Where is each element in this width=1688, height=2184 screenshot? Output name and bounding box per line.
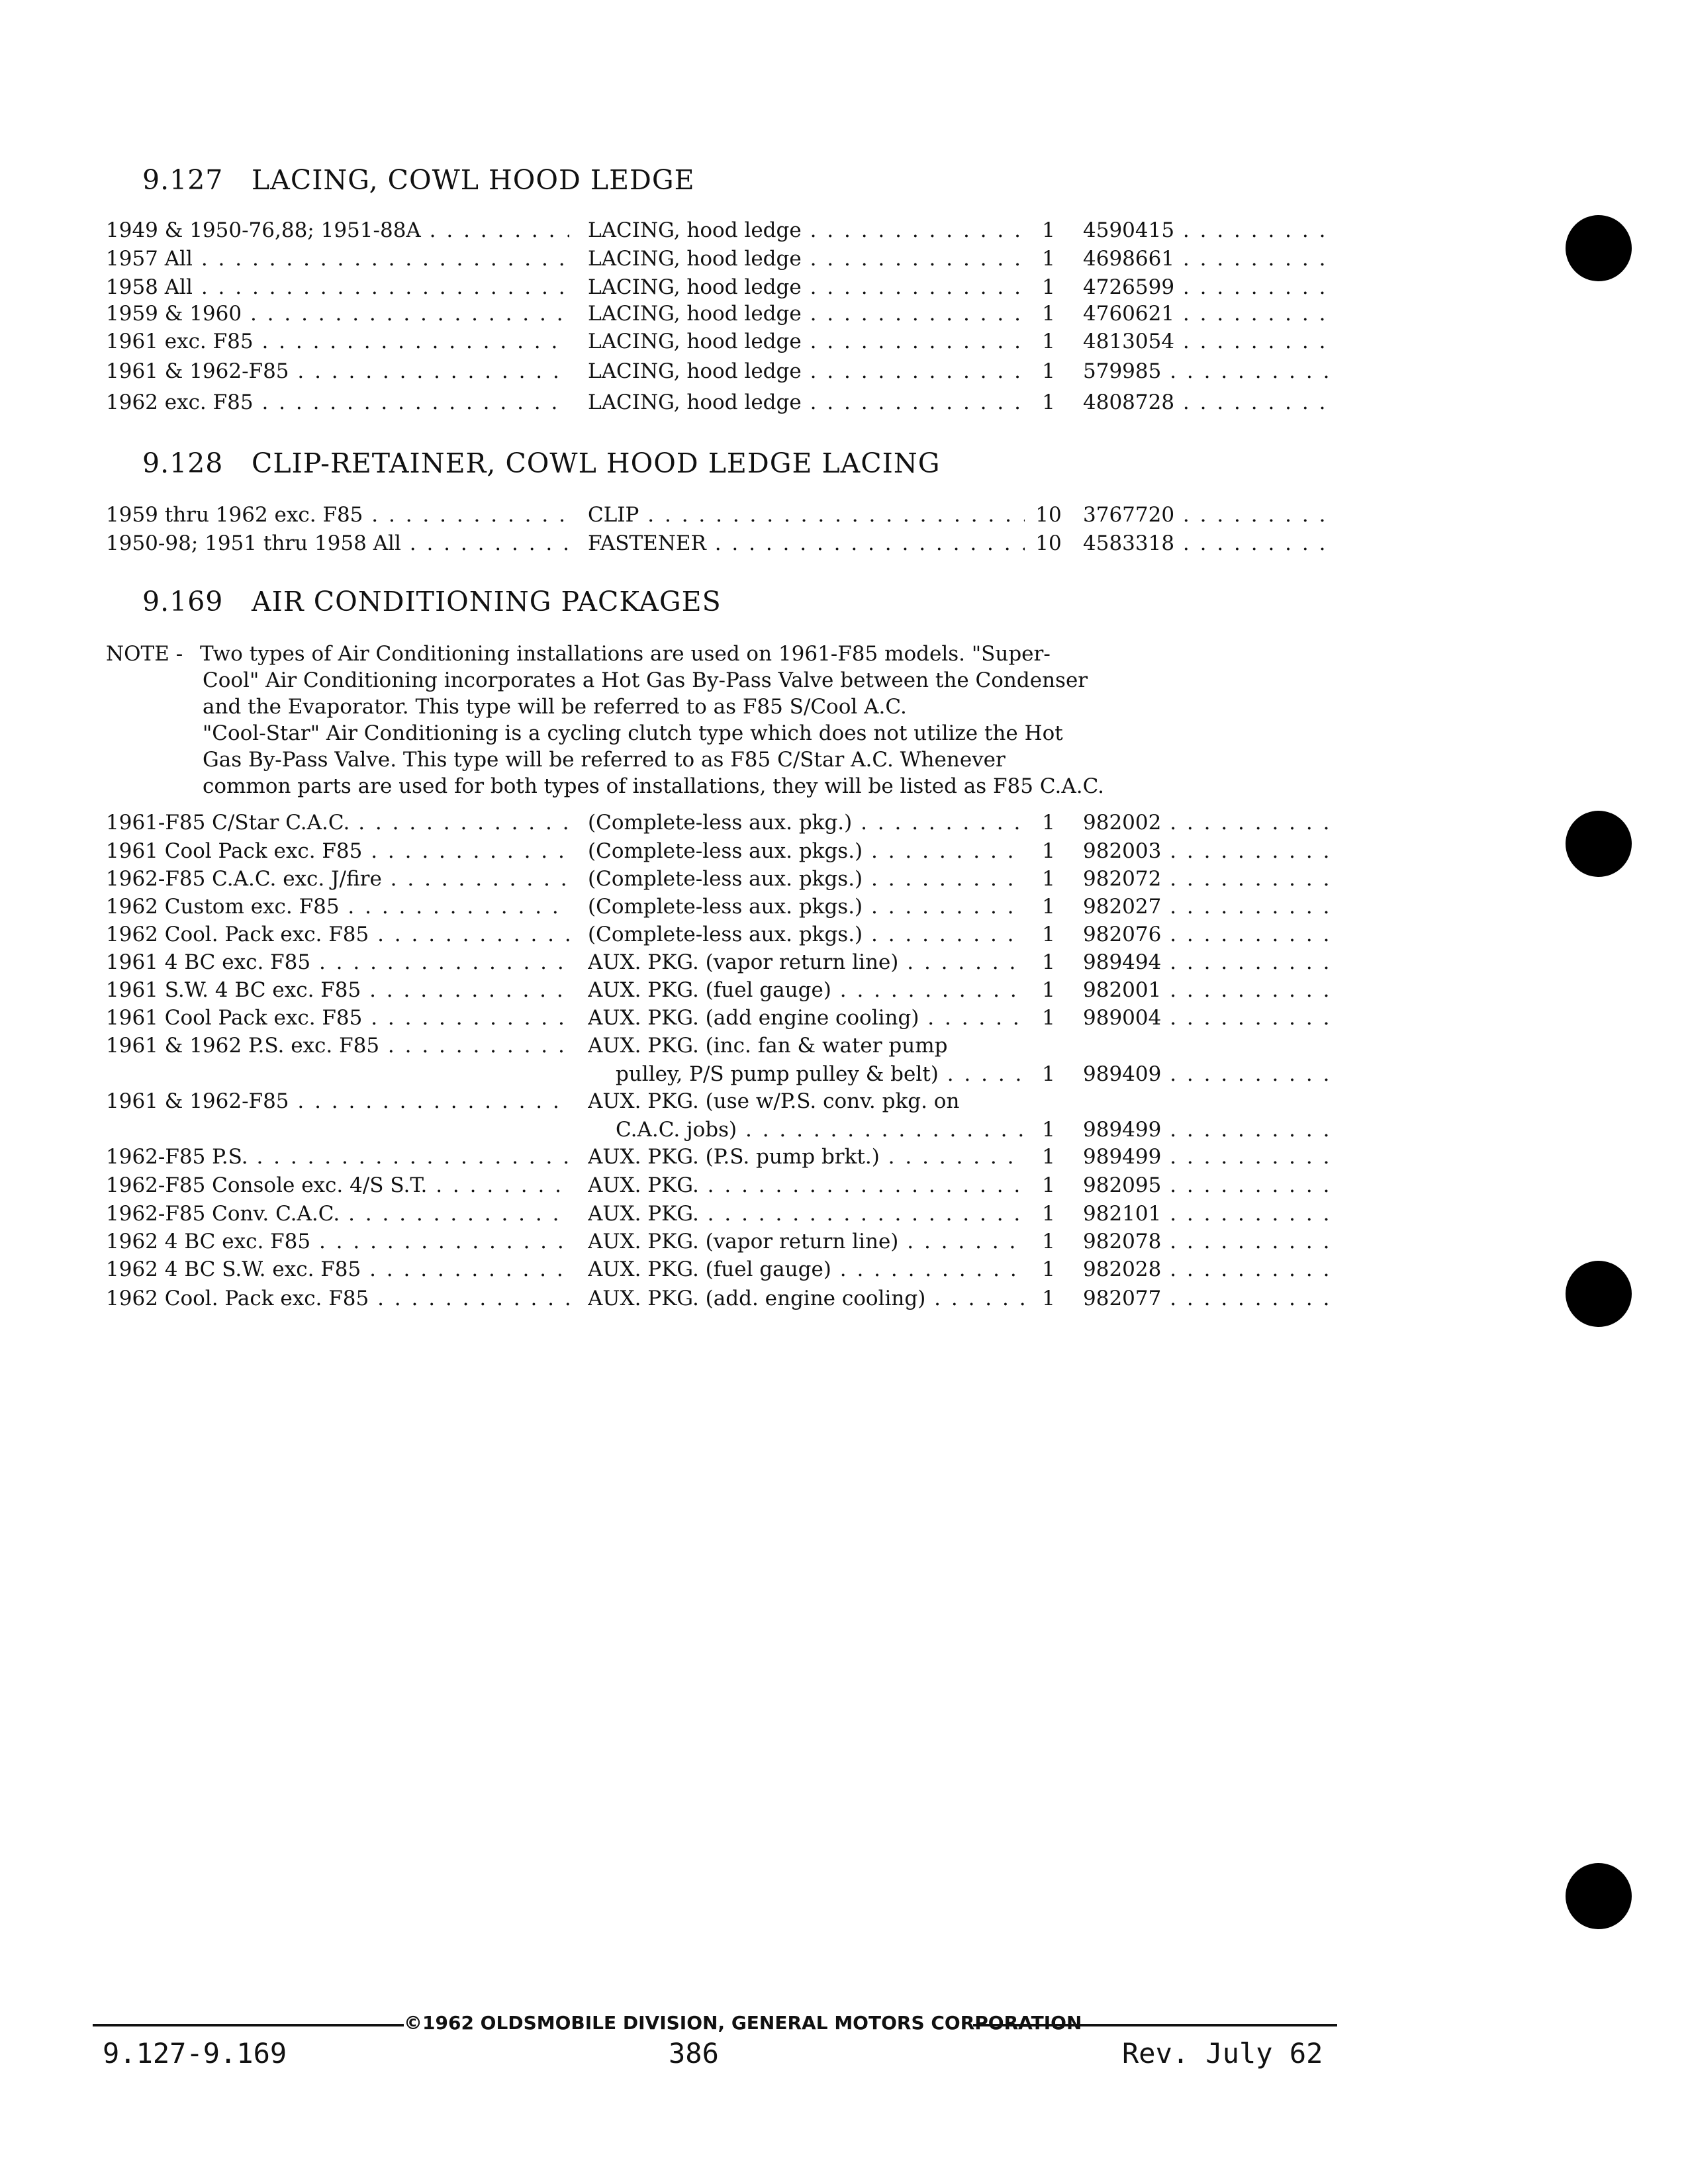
application-cell: 1961 & 1962-F85 . . . xyxy=(106,1089,569,1113)
quantity-cell: 1 xyxy=(1042,1230,1055,1253)
part-number-cell: 4698661 . . . xyxy=(1083,247,1335,271)
quantity-cell: 1 xyxy=(1042,1145,1055,1169)
part-number-cell: 982072 . . . xyxy=(1083,867,1335,891)
section-title: CLIP-RETAINER, COWL HOOD LEDGE LACING xyxy=(252,447,941,479)
note-line: and the Evaporator. This type will be referred to as F85 S/Cool A.C. xyxy=(203,695,907,719)
part-number-cell: 982101 . . . xyxy=(1083,1202,1335,1226)
description-cell: CLIP . . . xyxy=(588,503,1025,527)
description-cell: LACING, hood ledge . . . xyxy=(588,359,1025,383)
application-cell: 1961 Cool Pack exc. F85 . . . xyxy=(106,839,569,863)
description-cell: LACING, hood ledge . . . xyxy=(588,330,1025,353)
application-cell: 1961 4 BC exc. F85 . . . xyxy=(106,950,569,974)
description-cell: AUX. PKG. . . . xyxy=(588,1202,1025,1226)
quantity-cell: 1 xyxy=(1042,1257,1055,1281)
quantity-cell: 1 xyxy=(1042,895,1055,919)
application-cell: 1949 & 1950-76,88; 1951-88A . . . xyxy=(106,218,569,242)
description-cell: AUX. PKG. (fuel gauge) . . . xyxy=(588,978,1025,1002)
application-cell: 1961 exc. F85 . . . xyxy=(106,330,569,353)
application-cell: 1962-F85 Console exc. 4/S S.T. . . . xyxy=(106,1173,569,1197)
application-cell: 1961-F85 C/Star C.A.C. . . . xyxy=(106,811,569,835)
quantity-cell: 1 xyxy=(1042,839,1055,863)
quantity-cell: 1 xyxy=(1042,247,1055,271)
quantity-cell: 10 xyxy=(1035,531,1062,555)
section-heading-9-128 xyxy=(142,447,940,479)
section-title: AIR CONDITIONING PACKAGES xyxy=(252,586,722,617)
description-cell: (Complete-less aux. pkgs.) . . . xyxy=(588,923,1025,946)
part-number-cell: 982001 . . . xyxy=(1083,978,1335,1002)
quantity-cell: 1 xyxy=(1042,1287,1055,1310)
part-number-cell: 982077 . . . xyxy=(1083,1287,1335,1310)
description-cell: LACING, hood ledge . . . xyxy=(588,302,1025,326)
note-line: Two types of Air Conditioning installations are used on 1961-F85 models. "Super- xyxy=(200,642,1051,666)
punch-hole xyxy=(1566,1261,1632,1327)
application-cell: 1962 Cool. Pack exc. F85 . . . xyxy=(106,1287,569,1310)
application-cell: 1950-98; 1951 thru 1958 All . . . xyxy=(106,531,569,555)
description-cell: AUX. PKG. (inc. fan & water pump xyxy=(588,1034,948,1058)
description-cell: FASTENER . . . xyxy=(588,531,1025,555)
description-continuation: C.A.C. jobs) . . . xyxy=(616,1118,1025,1142)
quantity-cell: 1 xyxy=(1042,1202,1055,1226)
description-continuation: pulley, P/S pump pulley & belt) . . . xyxy=(616,1062,1025,1086)
part-number-cell: 579985 . . . xyxy=(1083,359,1335,383)
part-number-cell: 982095 . . . xyxy=(1083,1173,1335,1197)
punch-hole xyxy=(1566,215,1632,281)
part-number-cell: 982002 . . . xyxy=(1083,811,1335,835)
note-line: "Cool-Star" Air Conditioning is a cycling clutch type which does not utilize the Hot xyxy=(203,721,1063,745)
description-cell: (Complete-less aux. pkgs.) . . . xyxy=(588,867,1025,891)
description-cell: AUX. PKG. (vapor return line) . . . xyxy=(588,1230,1025,1253)
application-cell: 1962-F85 C.A.C. exc. J/fire . . . xyxy=(106,867,569,891)
part-number-cell: 4726599 . . . xyxy=(1083,275,1335,299)
footer-rule-left xyxy=(93,2024,404,2026)
footer-rule-right xyxy=(973,2024,1337,2026)
application-cell: 1962 4 BC exc. F85 . . . xyxy=(106,1230,569,1253)
application-cell: 1962 4 BC S.W. exc. F85 . . . xyxy=(106,1257,569,1281)
note-label: NOTE - xyxy=(106,642,183,666)
part-number-cell: 989004 . . . xyxy=(1083,1006,1335,1030)
quantity-cell: 1 xyxy=(1042,275,1055,299)
section-number: 9.127 xyxy=(142,164,224,196)
quantity-cell: 10 xyxy=(1035,503,1062,527)
quantity-cell: 1 xyxy=(1042,1173,1055,1197)
quantity-cell: 1 xyxy=(1042,330,1055,353)
quantity-cell: 1 xyxy=(1042,811,1055,835)
quantity-cell: 1 xyxy=(1042,867,1055,891)
part-number-cell: 989499 . . . xyxy=(1083,1118,1335,1142)
part-number-cell: 4590415 . . . xyxy=(1083,218,1335,242)
application-cell: 1957 All . . . xyxy=(106,247,569,271)
application-cell: 1961 & 1962-F85 . . . xyxy=(106,359,569,383)
quantity-cell: 1 xyxy=(1042,1118,1055,1142)
part-number-cell: 989494 . . . xyxy=(1083,950,1335,974)
application-cell: 1958 All . . . xyxy=(106,275,569,299)
description-cell: AUX. PKG. (add engine cooling) . . . xyxy=(588,1006,1025,1030)
quantity-cell: 1 xyxy=(1042,1006,1055,1030)
description-cell: LACING, hood ledge . . . xyxy=(588,275,1025,299)
section-heading-9-127 xyxy=(142,164,695,196)
part-number-cell: 4583318 . . . xyxy=(1083,531,1335,555)
application-cell: 1962 Cool. Pack exc. F85 . . . xyxy=(106,923,569,946)
description-cell: AUX. PKG. (P.S. pump brkt.) . . . xyxy=(588,1145,1025,1169)
description-cell: AUX. PKG. (add. engine cooling) . . . xyxy=(588,1287,1025,1310)
part-number-cell: 4808728 . . . xyxy=(1083,390,1335,414)
part-number-cell: 4813054 . . . xyxy=(1083,330,1335,353)
application-cell: 1962-F85 P.S. . . . xyxy=(106,1145,569,1169)
part-number-cell: 989499 . . . xyxy=(1083,1145,1335,1169)
description-cell: LACING, hood ledge . . . xyxy=(588,247,1025,271)
quantity-cell: 1 xyxy=(1042,923,1055,946)
note-line: common parts are used for both types of installations, they will be listed as F85 C.A.C. xyxy=(203,774,1105,798)
description-cell: AUX. PKG. (use w/P.S. conv. pkg. on xyxy=(588,1089,960,1113)
section-heading-9-169 xyxy=(142,586,722,617)
quantity-cell: 1 xyxy=(1042,1062,1055,1086)
application-cell: 1959 thru 1962 exc. F85 . . . xyxy=(106,503,569,527)
description-cell: LACING, hood ledge . . . xyxy=(588,218,1025,242)
part-number-cell: 982027 . . . xyxy=(1083,895,1335,919)
part-number-cell: 4760621 . . . xyxy=(1083,302,1335,326)
section-title: LACING, COWL HOOD LEDGE xyxy=(252,164,695,196)
part-number-cell: 982076 . . . xyxy=(1083,923,1335,946)
punch-hole xyxy=(1566,1863,1632,1929)
quantity-cell: 1 xyxy=(1042,390,1055,414)
application-cell: 1959 & 1960 . . . xyxy=(106,302,569,326)
part-number-cell: 982003 . . . xyxy=(1083,839,1335,863)
part-number-cell: 989409 . . . xyxy=(1083,1062,1335,1086)
punch-hole xyxy=(1566,811,1632,877)
note-line: Gas By-Pass Valve. This type will be referred to as F85 C/Star A.C. Whenever xyxy=(203,748,1006,772)
section-number: 9.169 xyxy=(142,586,224,617)
application-cell: 1962 exc. F85 . . . xyxy=(106,390,569,414)
description-cell: AUX. PKG. (vapor return line) . . . xyxy=(588,950,1025,974)
application-cell: 1961 Cool Pack exc. F85 . . . xyxy=(106,1006,569,1030)
part-number-cell: 982028 . . . xyxy=(1083,1257,1335,1281)
note-line: Cool" Air Conditioning incorporates a Hot Gas By-Pass Valve between the Condenser xyxy=(203,668,1088,692)
note-body xyxy=(200,641,1235,799)
description-cell: AUX. PKG. . . . xyxy=(588,1173,1025,1197)
revision-date: Rev. July 62 xyxy=(1122,2037,1323,2070)
quantity-cell: 1 xyxy=(1042,950,1055,974)
page-number: 386 xyxy=(669,2037,719,2070)
description-cell: (Complete-less aux. pkg.) . . . xyxy=(588,811,1025,835)
copyright-notice: ©1962 OLDSMOBILE DIVISION, GENERAL MOTORS CORPORATION xyxy=(404,2012,1082,2034)
part-number-cell: 3767720 . . . xyxy=(1083,503,1335,527)
application-cell: 1962 Custom exc. F85 . . . xyxy=(106,895,569,919)
quantity-cell: 1 xyxy=(1042,359,1055,383)
application-cell: 1961 & 1962 P.S. exc. F85 . . . xyxy=(106,1034,569,1058)
quantity-cell: 1 xyxy=(1042,302,1055,326)
description-cell: (Complete-less aux. pkgs.) . . . xyxy=(588,895,1025,919)
description-cell: AUX. PKG. (fuel gauge) . . . xyxy=(588,1257,1025,1281)
application-cell: 1961 S.W. 4 BC exc. F85 . . . xyxy=(106,978,569,1002)
description-cell: LACING, hood ledge . . . xyxy=(588,390,1025,414)
part-number-cell: 982078 . . . xyxy=(1083,1230,1335,1253)
application-cell: 1962-F85 Conv. C.A.C. . . . xyxy=(106,1202,569,1226)
section-number: 9.128 xyxy=(142,447,224,479)
section-range: 9.127-9.169 xyxy=(103,2037,287,2070)
quantity-cell: 1 xyxy=(1042,218,1055,242)
quantity-cell: 1 xyxy=(1042,978,1055,1002)
description-cell: (Complete-less aux. pkgs.) . . . xyxy=(588,839,1025,863)
